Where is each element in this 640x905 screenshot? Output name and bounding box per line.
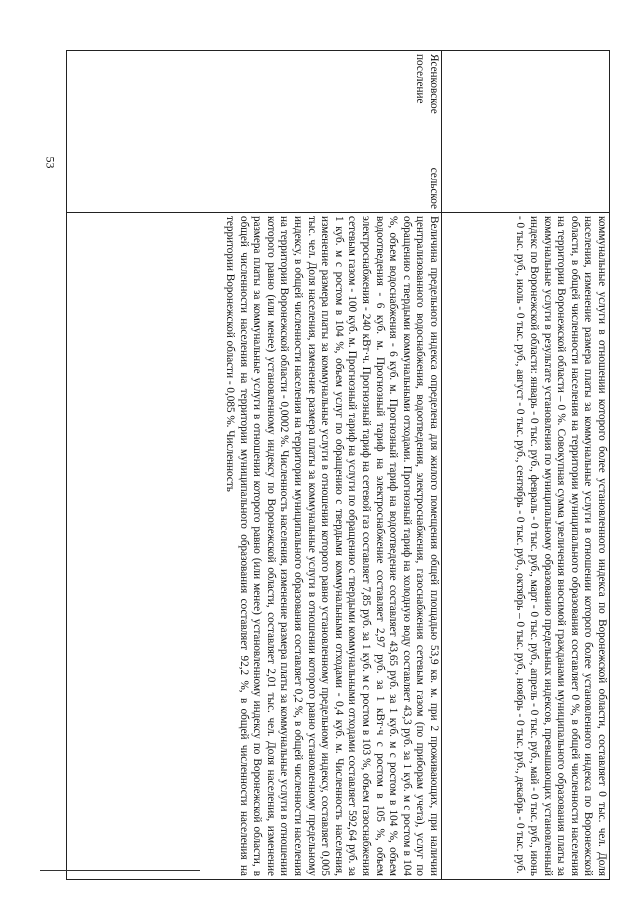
- settlement-name-cell: Ясенковское сельское поселение: [67, 51, 442, 213]
- description-cell: коммунальные услуги в отношении которого более установленного индекса по Воронежской области, составляет 0 тыс. чел. Доля населения, изменение размера платы за коммунальные услуги в отношении которого более установленного индекса по Воронежской области, в общей численности населения на территории муниципального образования составляет 0 %, в общей численности населения на территории Воронежской области – 0 %. Совокупная сумма увеличения вносимой гражданами муниципального образования платы за коммунальные услуги в результате установления по муниципальному образованию предельных индексов, превышающих установленный индекс по Воронежской области: январь - 0 тыс. руб., февраль - 0 тыс. руб., март - 0 тыс. руб., апрель - 0 тыс. руб., май - 0 тыс. руб., июнь - 0 тыс. руб., июль - 0 тыс. руб., август - 0 тыс. руб., сентябрь - 0 тыс. руб., октябрь – 0 тыс. руб., ноябрь - 0 тыс. руб., декабрь - 0 тыс. руб.: [442, 213, 610, 880]
- table-row: [67, 51, 442, 880]
- settlement-table: [66, 50, 610, 880]
- description-cell: Величина предельного индекса определена для жилого помещения общей площадью 53,9 кв. м. при 2 проживающих, при наличии централизованного водоснабжения, водоотведения, электроснабжения, газоснабжения сетевым газом (по приборам учета), услуг по обращению с твердыми коммунальными отходами. Прогнозный тариф на холодную воду составляет 43,3 руб. за 1 куб. м с ростом в 104 %, объем водоснабжения - 6 куб. м. Прогнозный тариф на водоотведение составляет 43,65 руб. за 1 куб. м с ростом в 104 %, объем водоотведения - 6 куб. м. Прогнозный тариф на электроснабжение составляет 2,97 руб. за 1 кВт·ч с ростом в 105 %, объем электроснабжения - 240 кВт·ч. Прогнозный тариф на сетевой газ составляет 7,85 руб. за 1 куб. м с ростом в 103 %, объем газоснабжения сетевым газом - 100 куб. м. Прогнозный тариф на услуги по обращению с твердыми коммунальными отходами составляет 592,64 руб. за 1 куб. м с ростом в 104 %, объем услуг по обращению с твердыми коммунальными отходами - 0,4 куб. м. Численность населения, изменение размера платы за коммунальные услуги в отношении которого равно установленному предельному индексу, составляет 0,005 тыс. чел. Доля населения, изменение размера платы за коммунальные услуги в отношении которого равно установленному предельному индексу, в общей численности населения на территории муниципального образования составляет 0,2 %, в общей численности населения на территории Воронежской области - 0,0002 %. Численность населения, изменение размера платы за коммунальные услуги в отношении которого равно (или менее) установленному индексу по Воронежской области, составляет 2,01 тыс. чел. Доля населения, изменение размера платы за коммунальные услуги в отношении которого равно (или менее) установленному индексу по Воронежской области, в общей численности населения на территории муниципального образования составляет 92,2 %, в общей численности населения на территории Воронежской области - 0,085 %. Численность: [67, 213, 442, 880]
- page-number: 53: [43, 156, 58, 169]
- table-row: [442, 51, 610, 880]
- rotated-content: [70, 50, 610, 876]
- settlement-name-cell: [442, 51, 610, 213]
- bottom-rule: [40, 870, 200, 871]
